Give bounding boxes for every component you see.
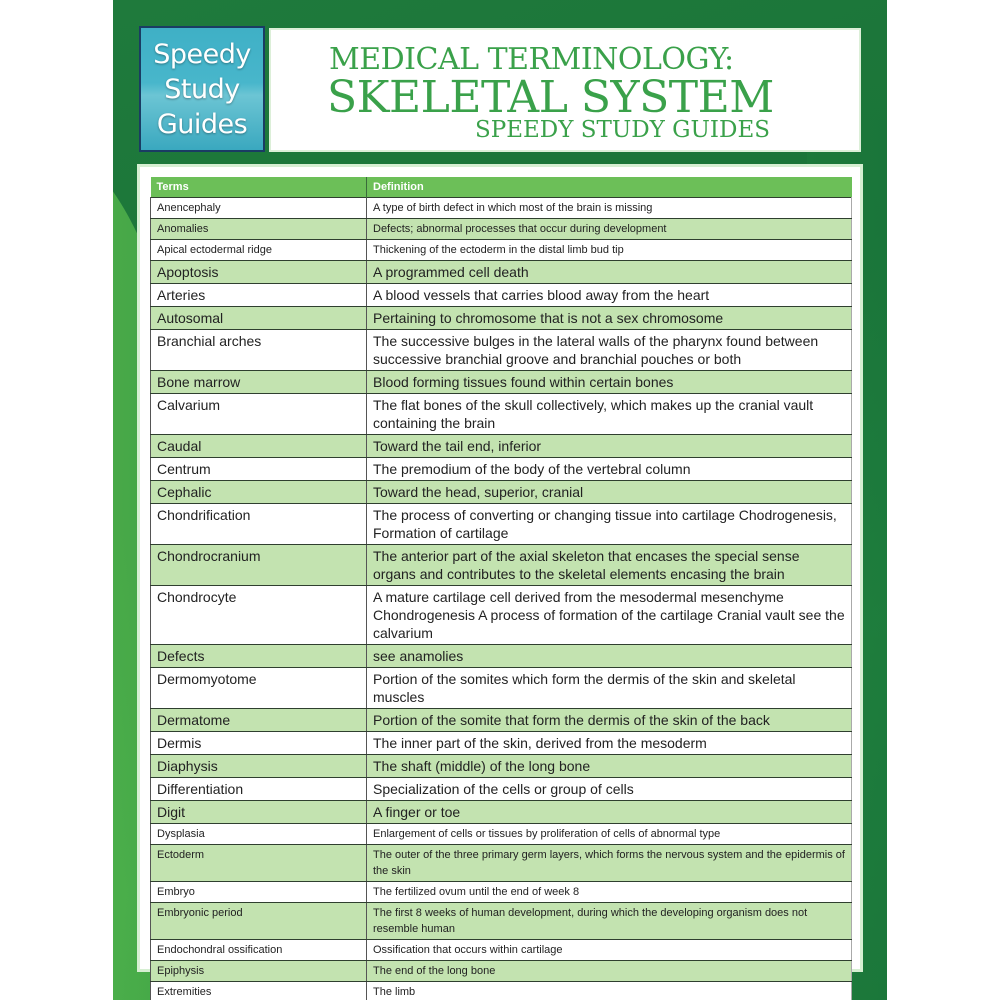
definition-cell: Blood forming tissues found within certain bones	[367, 370, 852, 393]
table-header-row	[151, 177, 852, 197]
book-cover	[113, 0, 887, 1000]
table-row	[151, 823, 852, 844]
definition-cell: The flat bones of the skull collectively, which makes up the cranial vault containing the brain	[367, 393, 852, 434]
table-row	[151, 881, 852, 902]
term-cell: Arteries	[151, 283, 367, 306]
term-cell: Chondrocranium	[151, 544, 367, 585]
term-cell: Dermis	[151, 731, 367, 754]
header-terms: Terms	[151, 177, 367, 197]
definition-cell: Pertaining to chromosome that is not a sex chromosome	[367, 306, 852, 329]
term-cell: Autosomal	[151, 306, 367, 329]
table-row	[151, 480, 852, 503]
definition-cell: Toward the head, superior, cranial	[367, 480, 852, 503]
definition-cell: Enlargement of cells or tissues by proliferation of cells of abnormal type	[367, 823, 852, 844]
term-cell: Defects	[151, 644, 367, 667]
term-cell: Ectoderm	[151, 844, 367, 881]
definition-cell: A blood vessels that carries blood away from the heart	[367, 283, 852, 306]
title-box	[269, 28, 861, 152]
term-cell: Diaphysis	[151, 754, 367, 777]
definition-cell: The limb	[367, 981, 852, 1000]
table-row	[151, 329, 852, 370]
term-cell: Digit	[151, 800, 367, 823]
header-definition: Definition	[367, 177, 852, 197]
definition-cell: Defects; abnormal processes that occur during development	[367, 218, 852, 239]
table-row	[151, 218, 852, 239]
table-row	[151, 503, 852, 544]
term-cell: Dermomyotome	[151, 667, 367, 708]
term-cell: Embryonic period	[151, 902, 367, 939]
table-row	[151, 644, 852, 667]
subtitle: SPEEDY STUDY GUIDES	[475, 117, 770, 143]
definition-cell: see anamolies	[367, 644, 852, 667]
definition-cell: The first 8 weeks of human development, during which the developing organism does not resemble human	[367, 902, 852, 939]
table-row	[151, 260, 852, 283]
term-cell: Embryo	[151, 881, 367, 902]
terminology-table	[150, 177, 852, 1000]
term-cell: Centrum	[151, 457, 367, 480]
definition-cell: The end of the long bone	[367, 960, 852, 981]
table-row	[151, 434, 852, 457]
definition-cell: Portion of the somites which form the dermis of the skin and skeletal muscles	[367, 667, 852, 708]
term-cell: Chondrocyte	[151, 585, 367, 644]
table-row	[151, 197, 852, 218]
definition-cell: A mature cartilage cell derived from the mesodermal mesenchyme Chondrogenesis A process of formation of the cartilage Cranial vault see the calvarium	[367, 585, 852, 644]
term-cell: Epiphysis	[151, 960, 367, 981]
definition-cell: Specialization of the cells or group of cells	[367, 777, 852, 800]
term-cell: Bone marrow	[151, 370, 367, 393]
title-line-1: MEDICAL TERMINOLOGY:	[329, 42, 734, 77]
table-row	[151, 731, 852, 754]
table-row	[151, 754, 852, 777]
definition-cell: A type of birth defect in which most of the brain is missing	[367, 197, 852, 218]
table-row	[151, 283, 852, 306]
table-body	[151, 197, 852, 1000]
table-row	[151, 800, 852, 823]
definition-cell: Thickening of the ectoderm in the distal limb bud tip	[367, 239, 852, 260]
definition-cell: The inner part of the skin, derived from the mesoderm	[367, 731, 852, 754]
table-row	[151, 777, 852, 800]
definition-cell: Ossification that occurs within cartilage	[367, 939, 852, 960]
term-cell: Dermatome	[151, 708, 367, 731]
term-cell: Cephalic	[151, 480, 367, 503]
definition-cell: A finger or toe	[367, 800, 852, 823]
term-cell: Extremities	[151, 981, 367, 1000]
term-cell: Differentiation	[151, 777, 367, 800]
table-row	[151, 667, 852, 708]
term-cell: Caudal	[151, 434, 367, 457]
definition-cell: The anterior part of the axial skeleton that encases the special sense organs and contributes to the skeletal elements encasing the brain	[367, 544, 852, 585]
table-row	[151, 306, 852, 329]
definition-cell: The process of converting or changing tissue into cartilage Chodrogenesis, Formation of cartilage	[367, 503, 852, 544]
table-row	[151, 981, 852, 1000]
term-cell: Apoptosis	[151, 260, 367, 283]
table-row	[151, 239, 852, 260]
title-line-2: SKELETAL SYSTEM	[327, 72, 774, 123]
definition-cell: The shaft (middle) of the long bone	[367, 754, 852, 777]
table-row	[151, 370, 852, 393]
terminology-table-panel	[137, 164, 863, 998]
table-row	[151, 393, 852, 434]
table-row	[151, 544, 852, 585]
logo-line: Study	[164, 73, 240, 105]
term-cell: Branchial arches	[151, 329, 367, 370]
table-row	[151, 960, 852, 981]
definition-cell: The outer of the three primary germ layers, which forms the nervous system and the epidermis of the skin	[367, 844, 852, 881]
term-cell: Apical ectodermal ridge	[151, 239, 367, 260]
definition-cell: Portion of the somite that form the dermis of the skin of the back	[367, 708, 852, 731]
logo-line: Guides	[156, 108, 248, 140]
term-cell: Chondrification	[151, 503, 367, 544]
table-row	[151, 585, 852, 644]
definition-cell: The premodium of the body of the vertebral column	[367, 457, 852, 480]
term-cell: Anomalies	[151, 218, 367, 239]
term-cell: Anencephaly	[151, 197, 367, 218]
table-row	[151, 844, 852, 881]
definition-cell: Toward the tail end, inferior	[367, 434, 852, 457]
table-row	[151, 708, 852, 731]
table-row	[151, 902, 852, 939]
logo-line: Speedy	[153, 38, 251, 70]
term-cell: Dysplasia	[151, 823, 367, 844]
definition-cell: The fertilized ovum until the end of week 8	[367, 881, 852, 902]
term-cell: Endochondral ossification	[151, 939, 367, 960]
definition-cell: The successive bulges in the lateral walls of the pharynx found between successive branchial groove and branchial pouches or both	[367, 329, 852, 370]
table-row	[151, 939, 852, 960]
definition-cell: A programmed cell death	[367, 260, 852, 283]
term-cell: Calvarium	[151, 393, 367, 434]
speedy-study-guides-logo	[139, 26, 265, 152]
table-row	[151, 457, 852, 480]
